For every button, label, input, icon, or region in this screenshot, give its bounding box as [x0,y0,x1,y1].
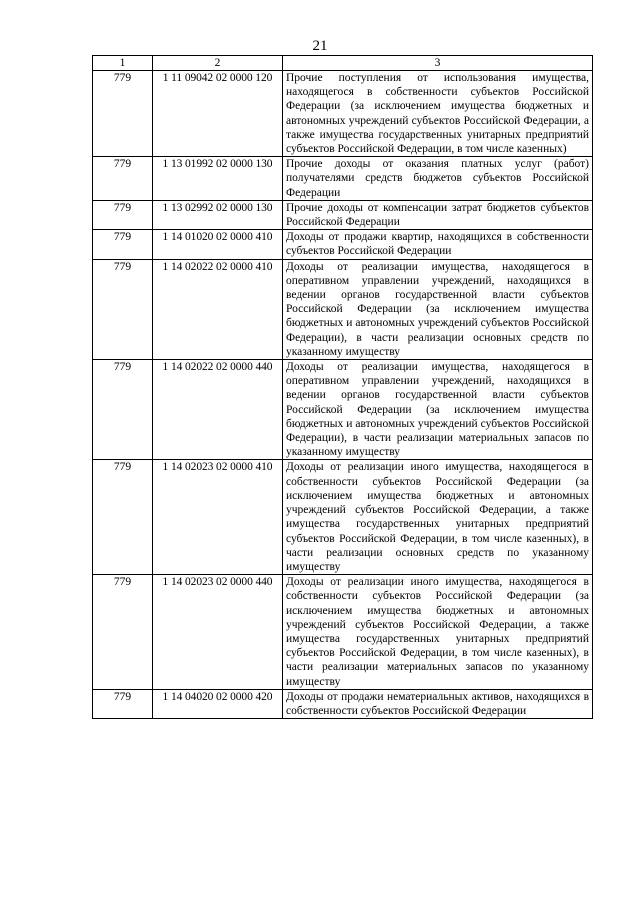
admin-code-cell: 779 [93,575,153,690]
revenue-code-cell: 1 14 02023 02 0000 440 [153,575,283,690]
revenue-name-cell: Доходы от реализации иного имущества, находящегося в собственности субъектов Российской Федерации (за исключением имущества бюджетных и автономных учреждений субъектов Российской Федерации, а также имущества государственных унитарных предприятий субъектов Российской Федерации, в том числе казенных), в части реализации основных средств по указанному имуществу [283,460,593,575]
admin-code-cell: 779 [93,230,153,259]
header-col-2: 2 [153,56,283,71]
revenue-name-cell: Доходы от реализации имущества, находящегося в оперативном управлении учреждений, находящихся в ведении органов государственной власти субъектов Российской Федерации (за исключением имущества бюджетных и автономных учреждений субъектов Российской Федерации), в части реализации материальных запасов по указанному имуществу [283,360,593,460]
revenue-code-cell: 1 14 02022 02 0000 440 [153,360,283,460]
admin-code-cell: 779 [93,200,153,229]
header-col-1: 1 [93,56,153,71]
table-row [93,360,593,460]
revenue-name-cell: Прочие поступления от использования имущества, находящегося в собственности субъектов Российской Федерации (за исключением имущества бюджетных и автономных учреждений субъектов Российской Федерации, а также имущества государственных унитарных предприятий субъектов Российской Федерации, в том числе казенных) [283,71,593,157]
revenue-code-cell: 1 14 02022 02 0000 410 [153,259,283,359]
admin-code-cell: 779 [93,689,153,718]
table-body [93,71,593,719]
table-row [93,689,593,718]
revenue-name-cell: Прочие доходы от оказания платных услуг (работ) получателями средств бюджетов субъектов Российской Федерации [283,157,593,201]
revenue-code-cell: 1 14 02023 02 0000 410 [153,460,283,575]
admin-code-cell: 779 [93,157,153,201]
page-number: 21 [312,38,328,54]
admin-code-cell: 779 [93,460,153,575]
table-row [93,230,593,259]
revenue-name-cell: Прочие доходы от компенсации затрат бюджетов субъектов Российской Федерации [283,200,593,229]
revenue-code-cell: 1 11 09042 02 0000 120 [153,71,283,157]
table-row [93,575,593,690]
table-header [93,56,593,71]
admin-code-cell: 779 [93,360,153,460]
admin-code-cell: 779 [93,259,153,359]
revenue-name-cell: Доходы от продажи квартир, находящихся в собственности субъектов Российской Федерации [283,230,593,259]
revenue-code-cell: 1 14 04020 02 0000 420 [153,689,283,718]
table-row [93,200,593,229]
header-col-3: 3 [283,56,593,71]
table-row [93,157,593,201]
table-row [93,71,593,157]
revenue-codes-table [92,55,593,719]
revenue-name-cell: Доходы от реализации имущества, находящегося в оперативном управлении учреждений, находящихся в ведении органов государственной власти субъектов Российской Федерации (за исключением имущества бюджетных и автономных учреждений субъектов Российской Федерации), в части реализации основных средств по указанному имуществу [283,259,593,359]
admin-code-cell: 779 [93,71,153,157]
revenue-name-cell: Доходы от реализации иного имущества, находящегося в собственности субъектов Российской Федерации (за исключением имущества бюджетных и автономных учреждений субъектов Российской Федерации, а также имущества государственных унитарных предприятий субъектов Российской Федерации, в том числе казенных), в части реализации материальных запасов по указанному имуществу [283,575,593,690]
table-row [93,460,593,575]
revenue-code-cell: 1 13 01992 02 0000 130 [153,157,283,201]
table-row [93,259,593,359]
revenue-name-cell: Доходы от продажи нематериальных активов, находящихся в собственности субъектов Российской Федерации [283,689,593,718]
revenue-code-cell: 1 14 01020 02 0000 410 [153,230,283,259]
revenue-code-cell: 1 13 02992 02 0000 130 [153,200,283,229]
header-row [93,56,593,71]
